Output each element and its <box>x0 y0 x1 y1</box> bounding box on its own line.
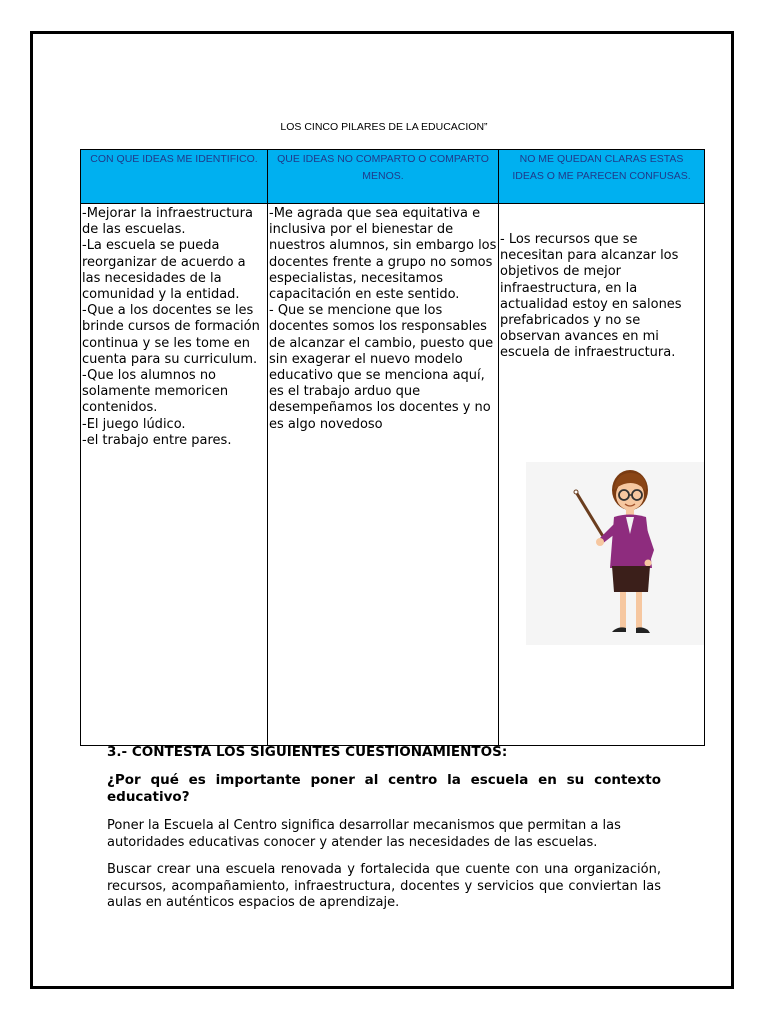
answer-paragraph-2: Buscar crear una escuela renovada y fortalecida que cuente con una organización, recursos, acompañamiento, infraestructura, docentes y servicios que conviertan las aulas en auténticos espacios de aprendizaje. <box>107 862 661 910</box>
header-identify: CON QUE IDEAS ME IDENTIFICO. <box>81 150 268 204</box>
teacher-illustration <box>526 462 704 645</box>
section-heading: 3.- CONTESTA LOS SIGUIENTES CUESTIONAMIENTOS: <box>107 744 508 760</box>
cell-identify-text: -Mejorar la infraestructura de las escuelas. -La escuela se pueda reorganizar de acuerdo a las necesidades de la comunidad y la entidad. -Que a los docentes se les brinde cursos de formación continua y se les tome en cuenta para su curriculum. -Que los alumnos no solamente memoricen contenidos. -El juego lúdico. -el trabajo entre pares. <box>82 206 260 448</box>
cell-disagree <box>268 204 499 746</box>
document-title: LOS CINCO PILARES DE LA EDUCACION” <box>280 121 488 133</box>
header-unclear: NO ME QUEDAN CLARAS ESTAS IDEAS O ME PARECEN CONFUSAS. <box>499 150 705 204</box>
header-disagree: QUE IDEAS NO COMPARTO O COMPARTO MENOS. <box>268 150 499 204</box>
table-header-row <box>81 150 705 204</box>
teacher-with-pointer-icon <box>526 462 704 645</box>
cell-disagree-text: -Me agrada que sea equitativa e inclusiva por el bienestar de nuestros alumnos, sin embargo los docentes frente a grupo no somos especialistas, necesitamos capacitación en este sentido. - Que se mencione que los docentes somos los responsables de alcanzar el cambio, puesto que sin exagerar el nuevo modelo educativo que se menciona aquí, es el trabajo arduo que desempeñamos los docentes y no es algo novedoso <box>269 206 497 432</box>
question-title: ¿Por qué es importante poner al centro la escuela en su contexto educativo? <box>107 772 661 805</box>
pillars-table <box>80 149 705 746</box>
cell-identify <box>81 204 268 746</box>
answer-paragraph-1: Poner la Escuela al Centro significa desarrollar mecanismos que permitan a las autoridades educativas conocer y atender las necesidades de las escuelas. <box>107 818 621 850</box>
cell-unclear-text: - Los recursos que se necesitan para alcanzar los objetivos de mejor infraestructura, en la actualidad estoy en salones prefabricados y no se observan avances en mi escuela de infraestructura. <box>500 232 682 361</box>
